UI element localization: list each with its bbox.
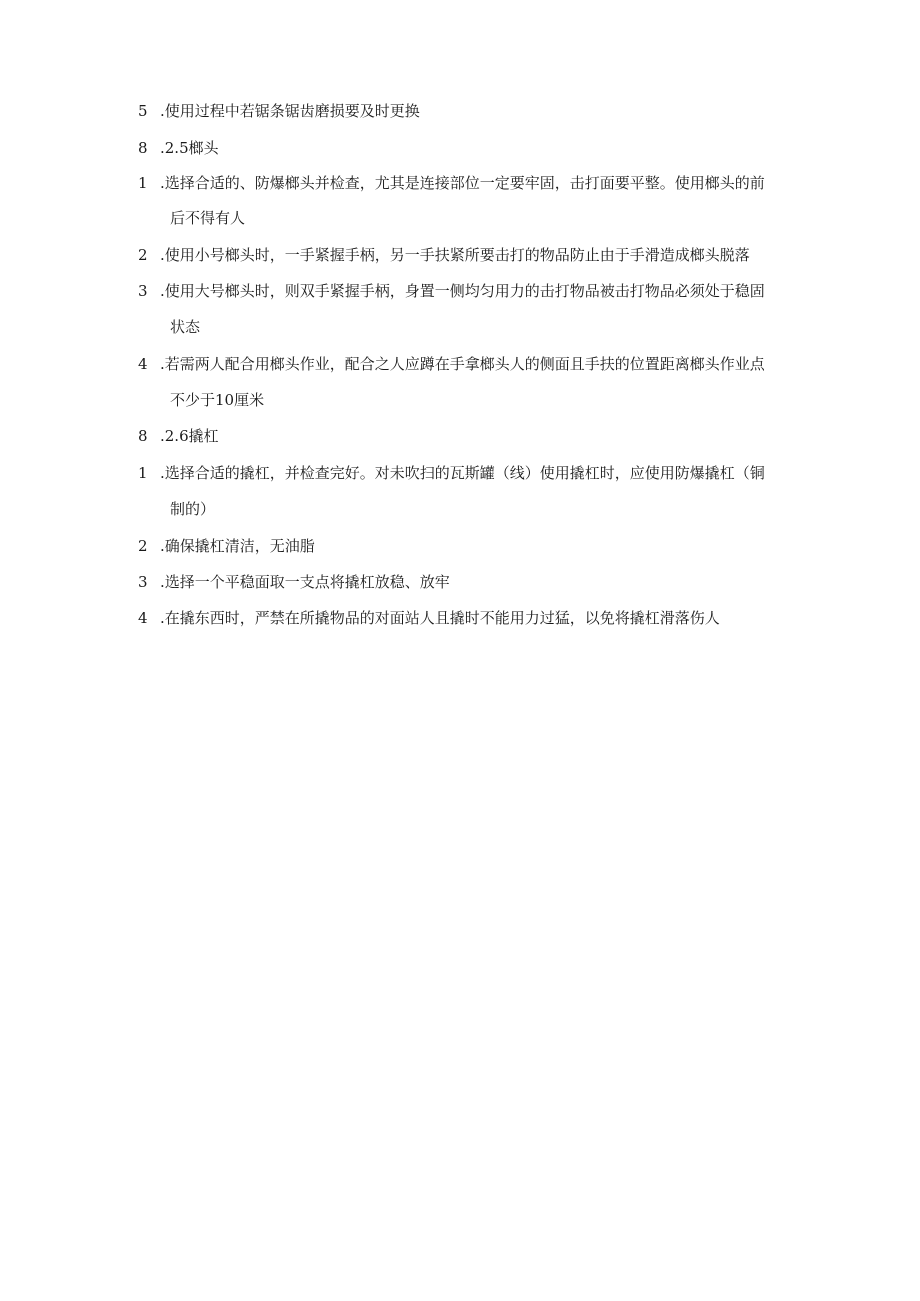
list-item (138, 528, 798, 564)
list-item (138, 273, 798, 309)
item-text: .使用大号榔头时，则双手紧握手柄，身置一侧均匀用力的击打物品被击打物品必须处于稳固 (160, 282, 765, 300)
section-heading (138, 418, 798, 454)
item-number: 3 (138, 573, 148, 591)
item-continuation: 不少于10厘米 (170, 391, 265, 409)
item-continuation: 后不得有人 (170, 209, 246, 227)
item-text: .2.5榔头 (160, 139, 219, 157)
item-number: 1 (138, 464, 148, 482)
section-heading (138, 130, 798, 166)
item-text: .使用小号榔头时，一手紧握手柄，另一手扶紧所要击打的物品防止由于手滑造成榔头脱落 (160, 246, 750, 264)
list-item (138, 346, 798, 382)
item-text: .在撬东西时，严禁在所撬物品的对面站人且撬时不能用力过猛，以免将撬杠滑落伤人 (160, 609, 720, 627)
item-continuation: 制的） (170, 500, 216, 518)
item-number: 2 (138, 246, 148, 264)
list-item (138, 600, 798, 636)
list-item (138, 93, 798, 129)
item-text: .选择一个平稳面取一支点将撬杠放稳、放牢 (160, 573, 450, 591)
item-number: 8 (138, 139, 148, 157)
item-number: 5 (138, 102, 148, 120)
item-number: 3 (138, 282, 148, 300)
item-number: 1 (138, 174, 148, 192)
item-number: 2 (138, 537, 148, 555)
item-number: 8 (138, 427, 148, 445)
list-item (138, 564, 798, 600)
list-item (138, 165, 798, 201)
item-number: 4 (138, 355, 148, 373)
item-number: 4 (138, 609, 148, 627)
item-text: .确保撬杠清洁，无油脂 (160, 537, 315, 555)
item-text: .选择合适的撬杠，并检查完好。对未吹扫的瓦斯罐（线）使用撬杠时，应使用防爆撬杠（铜 (160, 464, 765, 482)
item-text: .2.6撬杠 (160, 427, 219, 445)
item-text: .使用过程中若锯条锯齿磨损要及时更换 (160, 102, 420, 120)
item-continuation: 状态 (170, 318, 201, 336)
item-text: .若需两人配合用榔头作业，配合之人应蹲在手拿榔头人的侧面且手扶的位置距离榔头作业点 (160, 355, 765, 373)
list-item (138, 237, 798, 273)
item-text: .选择合适的、防爆榔头并检查，尤其是连接部位一定要牢固，击打面要平整。使用榔头的前 (160, 174, 765, 192)
list-item (138, 455, 798, 491)
